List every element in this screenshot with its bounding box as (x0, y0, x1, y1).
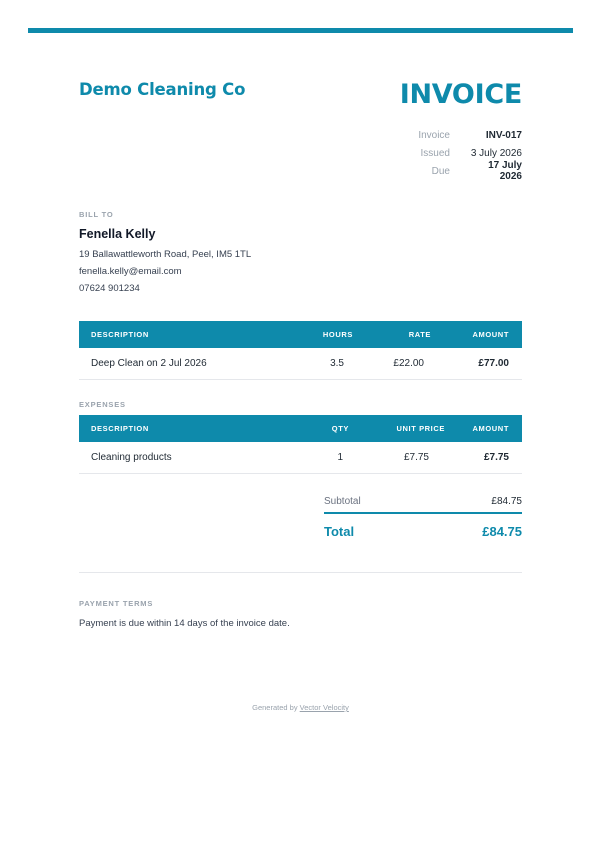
company-name: Demo Cleaning Co (79, 80, 246, 99)
total-value: £84.75 (482, 523, 522, 539)
row-rate: £22.00 (393, 358, 424, 369)
expenses-label: EXPENSES (79, 400, 126, 409)
meta-due-row (322, 162, 522, 180)
services-table-header (79, 321, 522, 348)
total-row (324, 522, 522, 540)
col-description-header: DESCRIPTION (91, 330, 149, 339)
services-table (79, 321, 522, 380)
client-name: Fenella Kelly (79, 227, 156, 241)
col-unit-price-header: UNIT PRICE (396, 424, 445, 433)
meta-issued-value: 3 July 2026 (470, 147, 522, 159)
client-phone: 07624 901234 (79, 283, 140, 294)
footer-prefix: Generated by (252, 703, 298, 712)
col-rate-header: RATE (408, 330, 431, 339)
payment-terms-text: Payment is due within 14 days of the invoice date. (79, 618, 290, 629)
col-amount-header: AMOUNT (472, 330, 509, 339)
client-email: fenella.kelly@email.com (79, 266, 182, 277)
total-label: Total (324, 523, 355, 539)
row-unit-price: £7.75 (403, 452, 429, 463)
footer-link[interactable]: Vector Velocity (299, 703, 349, 712)
meta-issued-label: Issued (420, 147, 450, 159)
subtotal-label: Subtotal (324, 496, 361, 507)
meta-invoice-row (322, 126, 522, 144)
expenses-table (79, 415, 522, 474)
meta-invoice-value: INV-017 (485, 129, 522, 141)
payment-terms-label: PAYMENT TERMS (79, 599, 154, 608)
meta-due-label: Due (431, 165, 450, 177)
meta-invoice-label: Invoice (418, 129, 450, 141)
row-description: Cleaning products (91, 452, 172, 463)
meta-due-value: 17 July 2026 (488, 160, 522, 182)
subtotal-value: £84.75 (491, 496, 522, 507)
row-amount: £7.75 (483, 452, 509, 463)
row-amount: £77.00 (478, 358, 509, 369)
row-qty: 1 (337, 452, 343, 463)
row-hours: 3.5 (330, 358, 344, 369)
invoice-meta (322, 126, 522, 180)
client-address: 19 Ballawattleworth Road, Peel, IM5 1TL (79, 249, 252, 260)
footer (0, 703, 601, 712)
col-amount-header: AMOUNT (472, 424, 509, 433)
subtotal-row (324, 493, 522, 510)
col-hours-header: HOURS (322, 330, 353, 339)
table-row (79, 442, 522, 474)
bill-to-label: BILL TO (79, 210, 114, 219)
total-divider (324, 512, 522, 514)
table-row (79, 348, 522, 380)
col-description-header: DESCRIPTION (91, 424, 149, 433)
section-divider (79, 572, 522, 573)
expenses-table-header (79, 415, 522, 442)
col-qty-header: QTY (331, 424, 349, 433)
accent-top-bar (28, 28, 573, 33)
row-description: Deep Clean on 2 Jul 2026 (91, 358, 207, 369)
document-title: INVOICE (399, 79, 522, 110)
